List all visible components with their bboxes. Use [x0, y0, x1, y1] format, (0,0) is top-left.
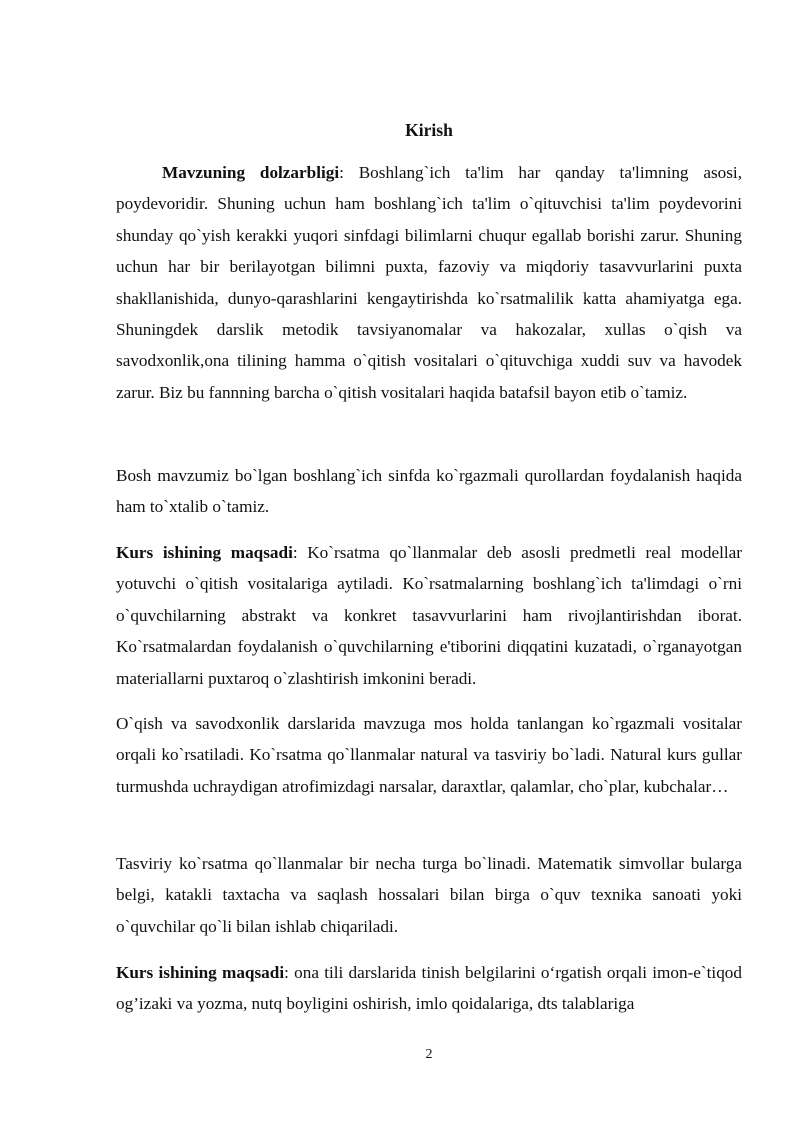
paragraph-reading-literacy [116, 708, 742, 802]
paragraph-course-goal-2 [116, 957, 742, 1020]
paragraph-text: : ona tili darslarida tinish belgilarini o‘rgatish orqali imon-e`tiqod og’izaki va yozma, nutq boyligini oshirish, imlo qoidalariga, dts talablariga [116, 963, 742, 1014]
page-title: Kirish [405, 120, 453, 140]
paragraph-text: Bosh mavzumiz bo`lgan boshlang`ich sinfda ko`rgazmali qurollardan foydalanish haqida ham to`xtalib o`tamiz. [116, 466, 742, 517]
paragraph-main-topic [116, 460, 742, 523]
paragraph-lead: Kurs ishining maqsadi [116, 963, 285, 982]
paragraph-visual-aids [116, 848, 742, 942]
page-number: 2 [425, 1047, 433, 1062]
paragraph-course-goal [116, 537, 742, 694]
paragraph-lead: Kurs ishining maqsadi [116, 543, 293, 562]
paragraph-text: Tasviriy ko`rsatma qo`llanmalar bir necha turga bo`linadi. Matematik simvollar bularga belgi, katakli taxtacha va saqlash hossalari bilan birga o`quv texnika sanoati yoki o`quvchilar qo`li bilan ishlab chiqariladi. [116, 854, 742, 936]
paragraph-text: : Boshlang`ich ta'lim har qanday ta'limning asosi, poydevoridir. Shuning uchun ham boshlang`ich ta'lim o`qituvchisi ta'lim poydevorini shunday qo`yish kerakki yuqori sinfdagi bilimlarni chuqur egallab borishi zarur. Shuning uchun har bir berilayotgan bilimni puxta, fazoviy va miqdoriy tasavvurlarini puxta shakllanishida, dunyo-qarashlarini kengaytirishda ko`rsatmalilik katta ahamiyatga ega. Shuningdek darslik metodik tavsiyanomalar va hakozalar, xullas o`qish va savodxonlik,ona tilining hamma o`qitish vositalari o`qituvchiga xuddi suv va havodek zarur. Biz bu fannning barcha o`qitish vositalari haqida batafsil bayon etib o`tamiz. [116, 163, 742, 402]
paragraph-relevance [116, 157, 742, 408]
paragraph-text: : Ko`rsatma qo`llanmalar deb asosli predmetli real modellar yotuvchi o`qitish vositalariga aytiladi. Ko`rsatmalarning boshlang`ich ta'limdagi o`rni o`quvchilarning abstrakt va konkret tasavvurlarini ham rivojlantirishdan iborat. Ko`rsatmalardan foydalanish o`quvchilarning e'tiborini diqqatini kuzatadi, o`rganayotgan materiallarni puxtaroq o`zlashtirish imkonini beradi. [116, 543, 742, 688]
paragraph-lead: Mavzuning dolzarbligi [162, 163, 340, 182]
paragraph-text: O`qish va savodxonlik darslarida mavzuga mos holda tanlangan ko`rgazmali vositalar orqali ko`rsatiladi. Ko`rsatma qo`llanmalar natural va tasviriy bo`ladi. Natural kurs gullar turmushda uchraydigan atrofimizdagi narsalar, daraxtlar, qalamlar, cho`plar, kubchalar… [116, 714, 742, 796]
